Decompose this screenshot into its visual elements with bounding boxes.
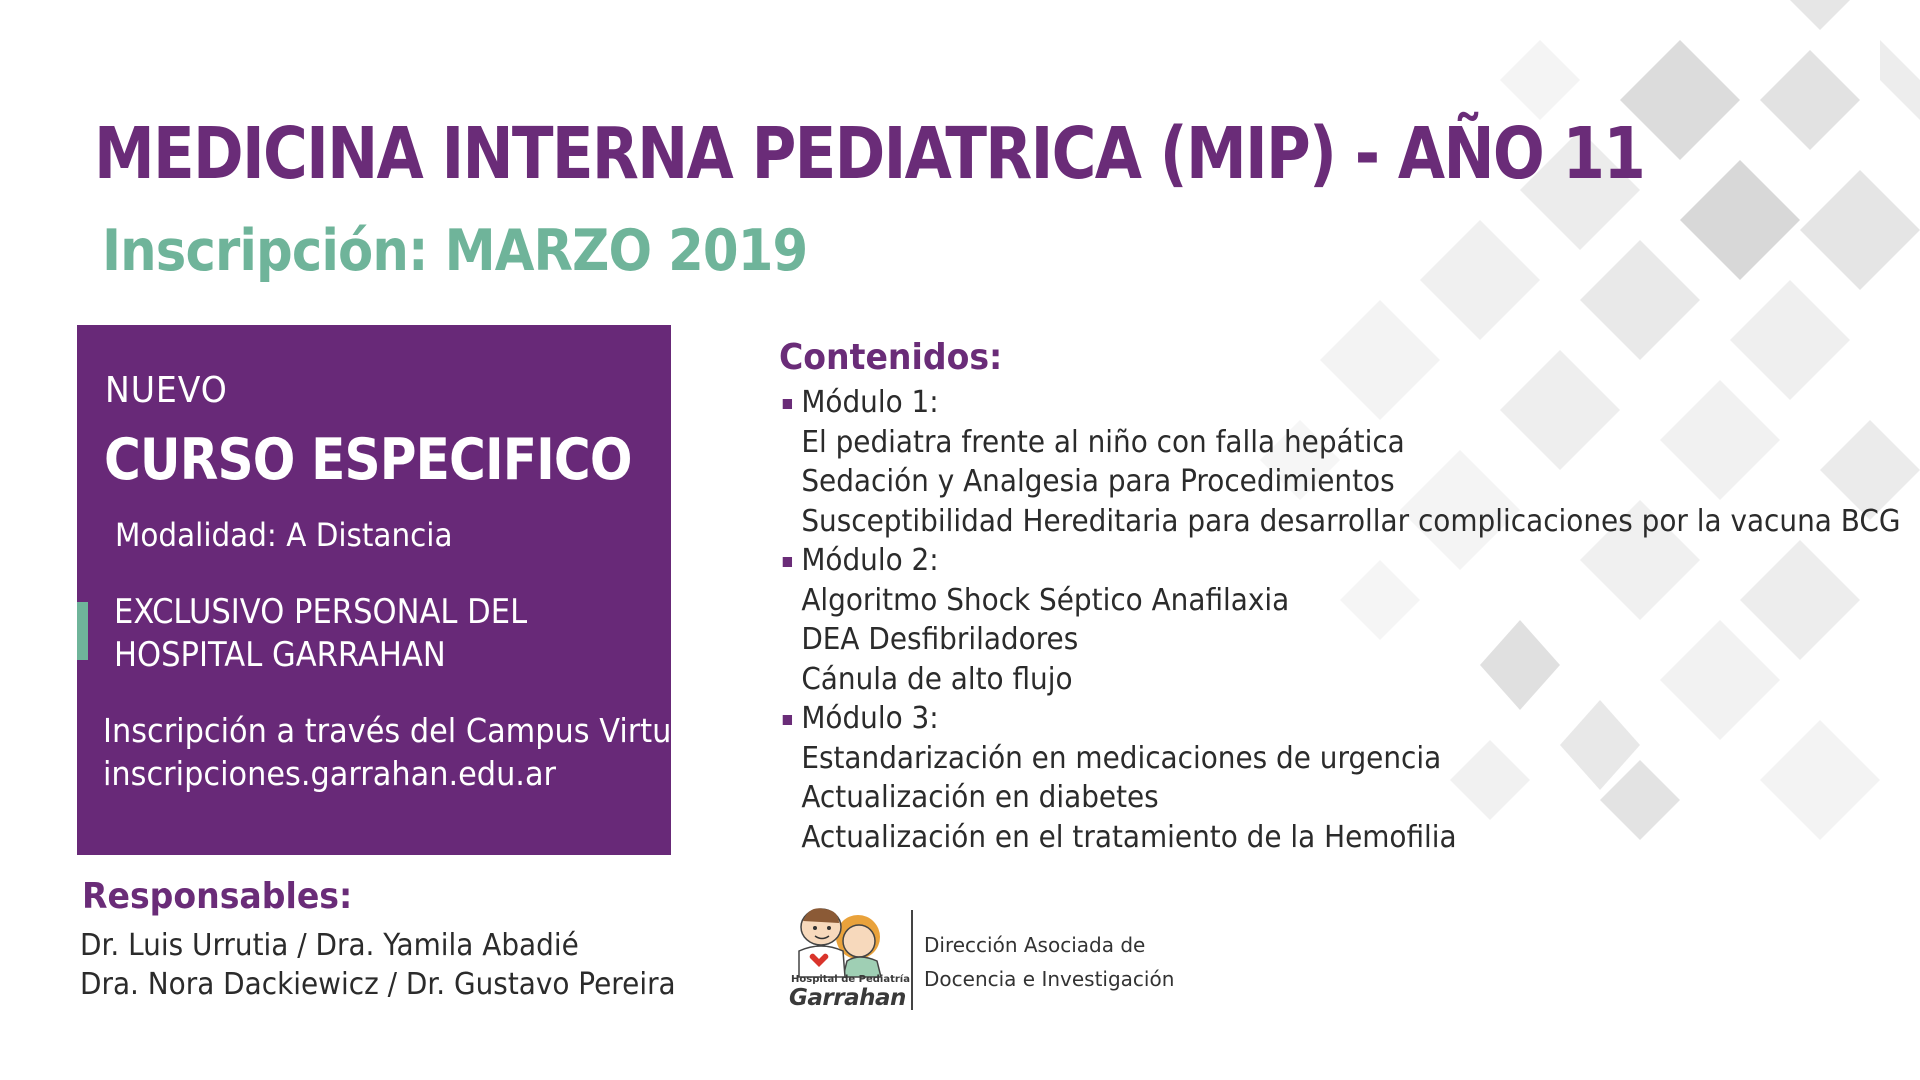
- responsables-heading: Responsables:: [82, 876, 353, 917]
- exclusive-line: HOSPITAL GARRAHAN: [114, 635, 446, 675]
- logo-garrahan-text: Garrahan: [789, 985, 906, 1011]
- module-1: [779, 383, 1900, 541]
- module-topic: Susceptibilidad Hereditaria para desarrollar complicaciones por la vacuna BCG: [801, 503, 1901, 539]
- module-topic: Cánula de alto flujo: [801, 661, 1073, 697]
- new-label: NUEVO: [105, 370, 228, 411]
- logo-hospital-text: Hospital de Pediatría: [791, 974, 910, 985]
- module-topic: Sedación y Analgesia para Procedimientos: [801, 464, 1395, 499]
- square-bullet-icon: [783, 557, 792, 567]
- module-3: [779, 699, 1900, 857]
- direccion-line: Dirección Asociada de: [924, 933, 1146, 957]
- campus-line: Inscripción a través del Campus Virtual: [103, 711, 699, 750]
- exclusive-line: EXCLUSIVO PERSONAL DEL: [114, 592, 528, 632]
- responsables-list: [80, 926, 676, 1004]
- course-type-heading: CURSO ESPECIFICO: [104, 427, 632, 493]
- module-topic: El pediatra frente al niño con falla hepática: [801, 424, 1405, 460]
- campus-url: inscripciones.garrahan.edu.ar: [103, 754, 557, 793]
- responsable-item: Dra. Nora Dackiewicz / Dr. Gustavo Pereira: [80, 967, 676, 1002]
- square-bullet-icon: [783, 715, 792, 725]
- module-topic: Estandarización en medicaciones de urgencia: [801, 740, 1442, 776]
- garrahan-children-logo-icon: [785, 903, 895, 978]
- course-info-box: [77, 325, 699, 855]
- exclusive-staff-text: [114, 591, 527, 677]
- responsable-item: Dr. Luis Urrutia / Dra. Yamila Abadié: [80, 928, 579, 963]
- module-title: Módulo 2:: [801, 543, 939, 578]
- logo-divider: [911, 910, 913, 1010]
- enrollment-date-subtitle: Inscripción: MARZO 2019: [102, 218, 808, 284]
- direccion-text: [924, 928, 1174, 996]
- modules-list: [779, 383, 1900, 857]
- green-accent-bar: [77, 602, 88, 660]
- direccion-line: Docencia e Investigación: [924, 967, 1175, 991]
- module-topic: DEA Desfibriladores: [801, 622, 1079, 657]
- module-topic: Actualización en el tratamiento de la Hemofilia: [801, 819, 1457, 855]
- garrahan-logo: [785, 903, 910, 1013]
- module-title: Módulo 3:: [801, 701, 939, 736]
- module-2: [779, 541, 1900, 699]
- campus-enrollment-text: [103, 709, 698, 795]
- module-topic: Algoritmo Shock Séptico Anafilaxia: [801, 582, 1290, 618]
- modality-text: Modalidad: A Distancia: [115, 516, 453, 554]
- module-topic: Actualización en diabetes: [801, 780, 1159, 815]
- page-title: MEDICINA INTERNA PEDIATRICA (MIP) - AÑO 11: [94, 112, 1645, 195]
- module-title: Módulo 1:: [801, 385, 939, 420]
- contenidos-heading: Contenidos:: [779, 337, 1003, 378]
- square-bullet-icon: [783, 399, 792, 409]
